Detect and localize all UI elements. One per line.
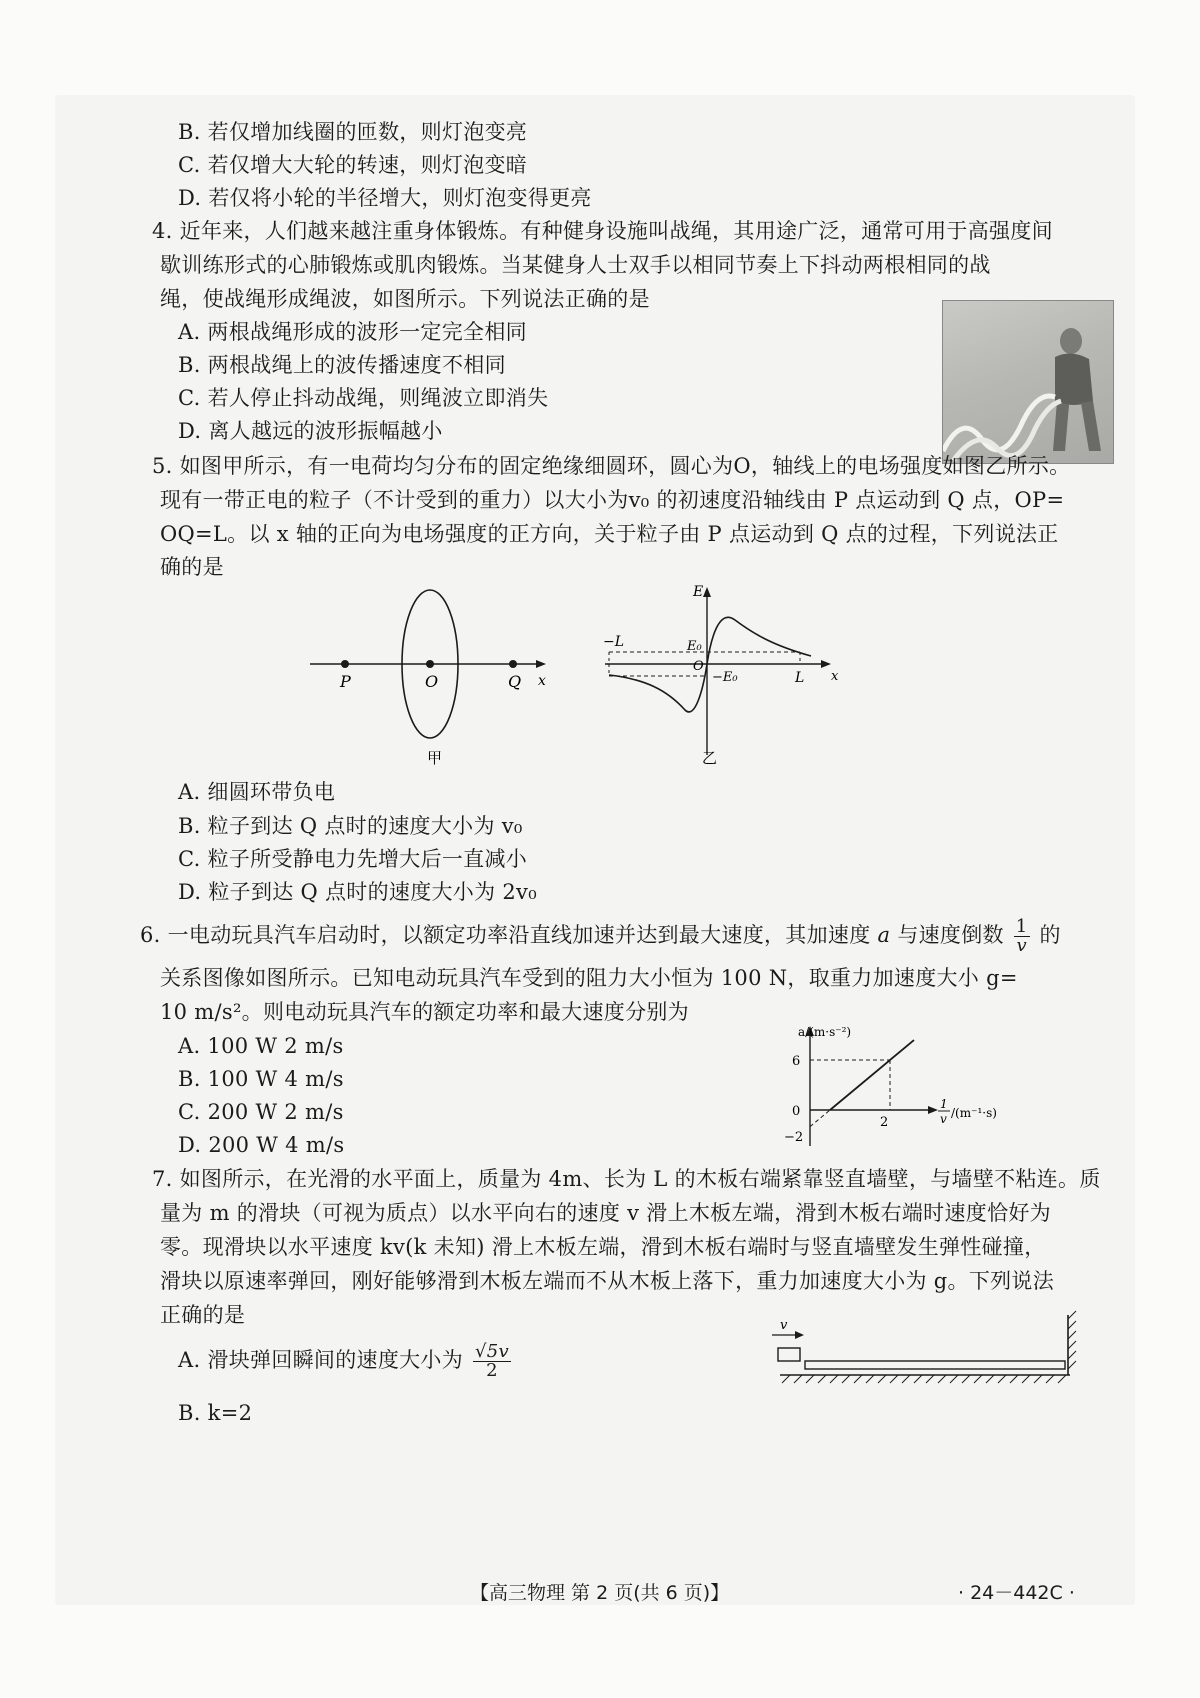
wall-hatching	[1068, 1311, 1076, 1369]
label-x: x	[538, 673, 546, 689]
battle-rope-illustration	[943, 301, 1113, 463]
velocity-label: v	[780, 1318, 788, 1333]
q7-stem-line-5: 正确的是	[160, 1303, 246, 1327]
q7-stem-line-1: 7. 如图所示，在光滑的水平面上，质量为 4m、长为 L 的木板右端紧靠竖直墙壁，与墙壁不粘连。质	[152, 1167, 1101, 1191]
q7-option-a-text: A. 滑块弹回瞬间的速度大小为	[178, 1348, 464, 1372]
q4-stem-line-1: 4. 近年来，人们越来越注重身体锻炼。有种健身设施叫战绳，其用途广泛，通常可用于高强度间	[152, 219, 1053, 243]
graph-x-label-num: 1	[940, 1097, 948, 1111]
label-o: O	[425, 672, 439, 691]
footer-page-info: 【高三物理 第 2 页(共 6 页)】	[470, 1582, 730, 1604]
tick-x-2: 2	[880, 1115, 889, 1130]
q3-option-b: B. 若仅增加线圈的匝数，则灯泡变亮	[178, 120, 528, 144]
label-x-axis: x	[831, 669, 839, 684]
point-q-dot	[509, 660, 517, 668]
q6-option-a: A. 100 W 2 m/s	[178, 1034, 344, 1058]
q7-option-b: B. k=2	[178, 1401, 253, 1425]
q5-stem-line-2: 现有一带正电的粒子（不计受到的重力）以大小为v₀ 的初速度沿轴线由 P 点运动到 Q 点，OP=	[160, 488, 1065, 512]
label-neg-l: −L	[603, 634, 625, 650]
board-wall-diagram	[770, 1305, 1110, 1395]
ground-hatching	[782, 1375, 1066, 1383]
q6-option-d: D. 200 W 4 m/s	[178, 1133, 345, 1157]
q4-stem-line-2: 歇训练形式的心肺锻炼或肌肉锻炼。当某健身人士双手以相同节奏上下抖动两根相同的战	[160, 253, 991, 277]
q6-stem-end: 的	[1039, 923, 1061, 947]
q4-option-c: C. 若人停止抖动战绳，则绳波立即消失	[178, 386, 549, 410]
ring-axis-arrow	[536, 660, 546, 668]
slider-block	[778, 1348, 800, 1361]
field-x-arrow	[821, 660, 831, 668]
q6-frac-den: v	[1016, 935, 1027, 956]
tick-y-zero: 0	[792, 1104, 801, 1119]
q7-stem-line-4: 滑块以原速率弹回，刚好能够滑到木板左端而不从木板上落下，重力加速度大小为 g。下列说法	[160, 1269, 1055, 1293]
q4-stem-line-3: 绳，使战绳形成绳波，如图所示。下列说法正确的是	[160, 287, 650, 311]
q7-frac-den: 2	[486, 1360, 498, 1381]
q6-stem-a: a	[877, 923, 891, 947]
dash-extension	[810, 1110, 830, 1127]
graph-y-label: a/(m·s⁻²)	[798, 1025, 852, 1039]
q5-stem-line-4: 确的是	[160, 555, 224, 579]
q7-frac-num: √5v	[475, 1341, 509, 1362]
q7-option-a-fraction	[473, 1343, 511, 1380]
q7-option-a	[178, 1340, 514, 1380]
q5-stem-line-1: 5. 如图甲所示，有一电荷均匀分布的固定绝缘细圆环，圆心为O，轴线上的电场强度如图乙所示。	[152, 454, 1071, 478]
figure-field-graph	[595, 580, 855, 775]
point-o-dot	[426, 660, 434, 668]
velocity-arrow-head	[795, 1331, 804, 1339]
q7-stem-line-3: 零。现滑块以水平速度 kv(k 未知) 滑上木板左端，滑到木板右端时与竖直墙壁发生弹性碰撞，	[160, 1235, 1046, 1259]
q4-option-a: A. 两根战绳形成的波形一定完全相同	[178, 320, 527, 344]
q4-option-d: D. 离人越远的波形振幅越小	[178, 419, 443, 443]
q3-option-c: C. 若仅增大大轮的转速，则灯泡变暗	[178, 153, 528, 177]
q6-option-b: B. 100 W 4 m/s	[178, 1067, 344, 1091]
a-vs-inverse-v-graph	[770, 1020, 1070, 1155]
q7-stem-line-2: 量为 m 的滑块（可视为质点）以水平向右的速度 v 滑上木板左端，滑到木板右端时速度恰好为	[160, 1201, 1051, 1225]
q6-stem-mid: 与速度倒数	[897, 923, 1004, 947]
q5-stem-line-3: OQ=L。以 x 轴的正向为电场强度的正方向，关于粒子由 P 点运动到 Q 点的过程，下列说法正	[160, 522, 1059, 546]
label-origin: O	[693, 659, 704, 674]
q6-stem-line-1	[140, 915, 1061, 955]
q6-frac-num: 1	[1015, 916, 1028, 937]
q3-option-d: D. 若仅将小轮的半径增大，则灯泡变得更亮	[178, 186, 592, 210]
q6-option-c: C. 200 W 2 m/s	[178, 1100, 344, 1124]
caption-jia: 甲	[427, 749, 443, 767]
q6-stem-line-3: 10 m/s²。则电动玩具汽车的额定功率和最大速度分别为	[160, 1000, 689, 1024]
label-l: L	[795, 670, 805, 686]
tick-y-pos: 6	[792, 1054, 801, 1069]
q5-option-a: A. 细圆环带负电	[178, 780, 336, 804]
label-neg-e0: −E₀	[712, 670, 738, 685]
q4-option-b: B. 两根战绳上的波传播速度不相同	[178, 353, 506, 377]
label-e0: E₀	[687, 639, 702, 654]
graph-x-arrow	[928, 1106, 938, 1114]
q5-option-d: D. 粒子到达 Q 点时的速度大小为 2v₀	[178, 880, 537, 904]
field-e-arrow	[703, 587, 711, 597]
a-vs-inverse-v-line	[830, 1040, 914, 1110]
q5-option-b: B. 粒子到达 Q 点时的速度大小为 v₀	[178, 814, 523, 838]
battle-rope-photo	[942, 300, 1114, 464]
label-e: E	[693, 584, 704, 600]
figure-ring-diagram	[300, 585, 570, 775]
label-p: P	[340, 672, 351, 691]
graph-x-label-den: v	[940, 1112, 947, 1126]
label-q: Q	[508, 672, 522, 691]
caption-yi: 乙	[702, 749, 718, 767]
graph-x-label-unit: /(m⁻¹·s)	[951, 1106, 997, 1120]
footer-code: · 24－442C ·	[958, 1582, 1075, 1604]
q6-stem-part1: 6. 一电动玩具汽车启动时，以额定功率沿直线加速并达到最大速度，其加速度	[140, 923, 871, 947]
q6-stem-line-2: 关系图像如图所示。已知电动玩具汽车受到的阻力大小恒为 100 N，取重力加速度大小 g=	[160, 966, 1018, 990]
q6-stem-fraction	[1014, 918, 1030, 955]
wooden-board	[805, 1361, 1065, 1369]
q5-option-c: C. 粒子所受静电力先增大后一直减小	[178, 847, 528, 871]
tick-y-neg: −2	[784, 1130, 804, 1145]
point-p-dot	[341, 660, 349, 668]
